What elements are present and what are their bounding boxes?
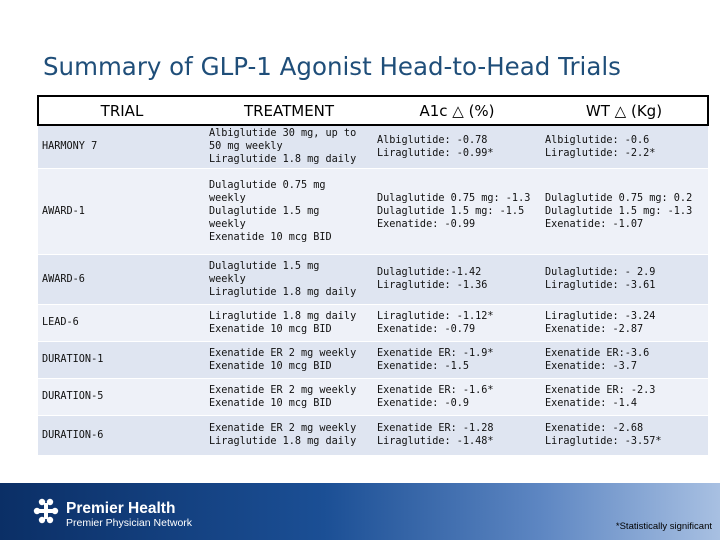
table-row [38,415,708,455]
header-weight-change: WT △ (Kg) [541,96,708,125]
a1c-cell: Liraglutide: -1.12* Exenatide: -0.79 [373,304,541,341]
trial-cell: DURATION-5 [38,378,205,415]
table-row [38,378,708,415]
header-a1c-change: A1c △ (%) [373,96,541,125]
header-trial: TRIAL [38,96,205,125]
treatment-cell: Liraglutide 1.8 mg daily Exenatide 10 mcg BID [205,304,373,341]
table-row [38,125,708,168]
weight-cell: Exenatide: -2.68 Liraglutide: -3.57* [541,415,708,455]
trial-cell: DURATION-1 [38,341,205,378]
a1c-cell: Dulaglutide 0.75 mg: -1.3 Dulaglutide 1.5 mg: -1.5 Exenatide: -0.99 [373,168,541,254]
trial-cell: AWARD-1 [38,168,205,254]
weight-cell: Exenatide ER: -2.3 Exenatide: -1.4 [541,378,708,415]
a1c-cell: Exenatide ER: -1.9* Exenatide: -1.5 [373,341,541,378]
page-title: Summary of GLP-1 Agonist Head-to-Head Trials [43,52,621,81]
trial-cell: DURATION-6 [38,415,205,455]
a1c-cell: Dulaglutide:-1.42 Liraglutide: -1.36 [373,254,541,304]
header-treatment: TREATMENT [205,96,373,125]
treatment-cell: Dulaglutide 1.5 mg weekly Liraglutide 1.8 mg daily [205,254,373,304]
table-header-row [38,96,708,125]
trial-cell: AWARD-6 [38,254,205,304]
table-row [38,254,708,304]
weight-cell: Liraglutide: -3.24 Exenatide: -2.87 [541,304,708,341]
trial-cell: HARMONY 7 [38,125,205,168]
table-row [38,341,708,378]
table-row [38,168,708,254]
significance-note: *Statistically significant [615,521,712,532]
a1c-cell: Albiglutide: -0.78 Liraglutide: -0.99* [373,125,541,168]
table-row [38,304,708,341]
treatment-cell: Exenatide ER 2 mg weekly Exenatide 10 mcg BID [205,378,373,415]
a1c-cell: Exenatide ER: -1.28 Liraglutide: -1.48* [373,415,541,455]
brand-name: Premier Health [66,500,176,517]
weight-cell: Albiglutide: -0.6 Liraglutide: -2.2* [541,125,708,168]
a1c-cell: Exenatide ER: -1.6* Exenatide: -0.9 [373,378,541,415]
treatment-cell: Exenatide ER 2 mg weekly Exenatide 10 mcg BID [205,341,373,378]
weight-cell: Exenatide ER:-3.6 Exenatide: -3.7 [541,341,708,378]
weight-cell: Dulaglutide 0.75 mg: 0.2 Dulaglutide 1.5 mg: -1.3 Exenatide: -1.07 [541,168,708,254]
premier-health-logo-icon [33,497,59,525]
treatment-cell: Exenatide ER 2 mg weekly Liraglutide 1.8 mg daily [205,415,373,455]
weight-cell: Dulaglutide: - 2.9 Liraglutide: -3.61 [541,254,708,304]
treatment-cell: Dulaglutide 0.75 mg weekly Dulaglutide 1.5 mg weekly Exenatide 10 mcg BID [205,168,373,254]
treatment-cell: Albiglutide 30 mg, up to 50 mg weekly Liraglutide 1.8 mg daily [205,125,373,168]
brand-network: Premier Physician Network [66,517,193,529]
trials-table [37,95,709,456]
trial-cell: LEAD-6 [38,304,205,341]
